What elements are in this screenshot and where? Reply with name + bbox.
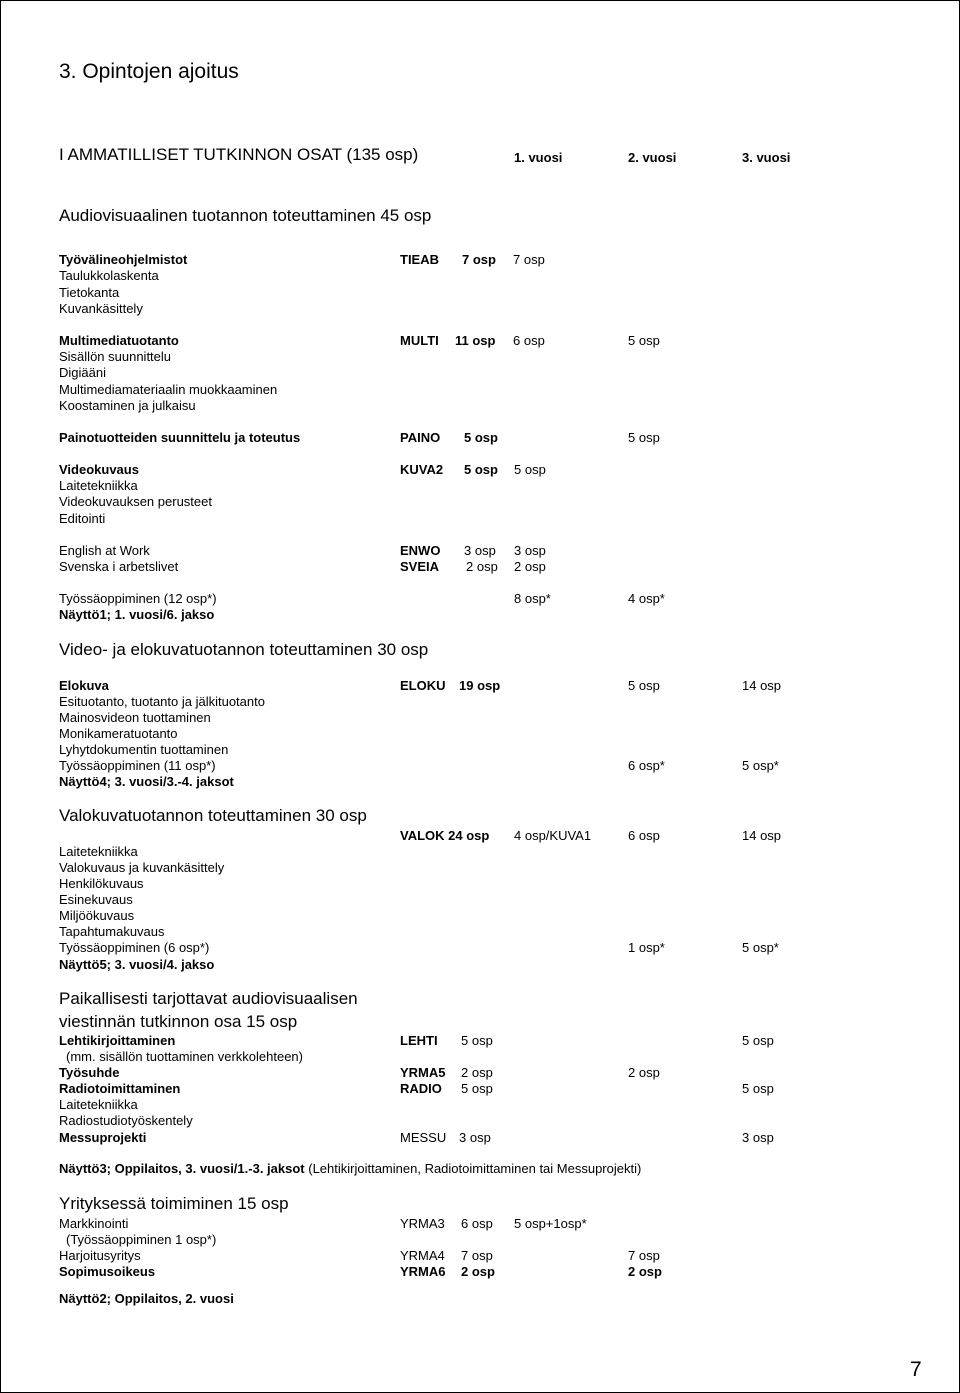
credits-y1: 19 osp bbox=[459, 678, 501, 693]
credits-y1: 3 osp bbox=[459, 1130, 491, 1145]
credits-y2: 6 osp bbox=[513, 333, 545, 348]
demonstration: Näyttö5; 3. vuosi/4. jakso bbox=[59, 957, 215, 972]
credits-y2: 3 osp bbox=[514, 543, 546, 558]
credits-y3: 5 osp bbox=[742, 1081, 774, 1096]
credits-y1: 5 osp bbox=[461, 1033, 493, 1048]
sub-item: Esituotanto, tuotanto ja jälkituotanto bbox=[59, 694, 265, 709]
course-code: RADIO bbox=[400, 1081, 442, 1096]
course-code: MESSU bbox=[400, 1130, 447, 1145]
main-heading: I AMMATILLISET TUTKINNON OSAT (135 osp) bbox=[59, 145, 419, 164]
credits-y3b: 5 osp* bbox=[742, 940, 779, 955]
sub-item: Editointi bbox=[59, 511, 106, 526]
sub-item: Esinekuvaus bbox=[59, 892, 133, 907]
sub-item: Tapahtumakuvaus bbox=[59, 924, 165, 939]
sub-item: Henkilökuvaus bbox=[59, 876, 144, 891]
credits-y2: 8 osp* bbox=[514, 591, 551, 606]
credits-y1: 2 osp bbox=[466, 559, 498, 574]
section4-title-line1: Paikallisesti tarjottavat audiovisuaalisen bbox=[59, 989, 358, 1008]
demonstration: Näyttö2; Oppilaitos, 2. vuosi bbox=[59, 1291, 234, 1306]
sub-item: Lyhytdokumentin tuottaminen bbox=[59, 742, 229, 757]
course-code: YRMA3 bbox=[400, 1216, 445, 1231]
course-name: Painotuotteiden suunnittelu ja toteutus bbox=[59, 430, 301, 445]
credits-y3: 5 osp bbox=[628, 678, 660, 693]
sub-item: Valokuvaus ja kuvankäsittely bbox=[59, 860, 225, 875]
credits-y3: 1 osp* bbox=[628, 940, 665, 955]
course-code: KUVA2 bbox=[400, 462, 444, 477]
course-code: ENWO bbox=[400, 543, 441, 558]
course-code: MULTI bbox=[400, 333, 439, 348]
course-name: Videokuvaus bbox=[59, 462, 139, 477]
course-code: PAINO bbox=[400, 430, 441, 445]
section2-title: Video- ja elokuvatuotannon toteuttaminen 30 osp bbox=[59, 640, 429, 659]
credits-y2: 2 osp bbox=[628, 1065, 660, 1080]
page-title: 3. Opintojen ajoitus bbox=[59, 60, 239, 83]
credits-y3: 5 osp bbox=[628, 333, 660, 348]
credits-y1: 5 osp bbox=[464, 462, 498, 477]
credits-y3b: 5 osp* bbox=[742, 758, 779, 773]
credits-y1: 6 osp bbox=[461, 1216, 493, 1231]
credits-y2: 4 osp/KUVA1 bbox=[514, 828, 592, 843]
course-name: Harjoitusyritys bbox=[59, 1248, 141, 1263]
course-name: Työvälineohjelmistot bbox=[59, 252, 188, 267]
course-name: Svenska i arbetslivet bbox=[59, 559, 179, 574]
course-name: Messuprojekti bbox=[59, 1130, 147, 1145]
credits-y1: 7 osp bbox=[462, 252, 496, 267]
course-name: Multimediatuotanto bbox=[59, 333, 179, 348]
credits-y2: 5 osp+1osp* bbox=[514, 1216, 587, 1231]
credits-y2: 7 osp bbox=[628, 1248, 660, 1263]
sub-item: Radiostudiotyöskentely bbox=[59, 1113, 193, 1128]
credits-y1: 7 osp bbox=[461, 1248, 493, 1263]
demonstration-bold: Näyttö3; Oppilaitos, 3. vuosi/1.-3. jaksot bbox=[59, 1161, 305, 1176]
section3-title: Valokuvatuotannon toteuttaminen 30 osp bbox=[59, 806, 367, 825]
course-code: YRMA6 bbox=[400, 1264, 446, 1279]
sub-item: Laitetekniikka bbox=[59, 1097, 138, 1112]
sub-item: Taulukkolaskenta bbox=[59, 268, 159, 283]
sub-item: Monikameratuotanto bbox=[59, 726, 178, 741]
credits-y1: 3 osp bbox=[464, 543, 496, 558]
credits-y3: 6 osp* bbox=[628, 758, 665, 773]
demonstration: Näyttö1; 1. vuosi/6. jakso bbox=[59, 607, 215, 622]
course-name: Työsuhde bbox=[59, 1065, 120, 1080]
workplace-learning: Työssäoppiminen (12 osp*) bbox=[59, 591, 217, 606]
course-code: ELOKU bbox=[400, 678, 446, 693]
sub-item: Koostaminen ja julkaisu bbox=[59, 398, 196, 413]
sub-item: Laitetekniikka bbox=[59, 844, 138, 859]
workplace-learning: Työssäoppiminen (6 osp*) bbox=[59, 940, 210, 955]
course-code: YRMA4 bbox=[400, 1248, 445, 1263]
sub-item: Sisällön suunnittelu bbox=[59, 349, 172, 364]
credits-y3b: 14 osp bbox=[742, 678, 782, 693]
sub-item: Laitetekniikka bbox=[59, 478, 138, 493]
course-code: VALOK 24 osp bbox=[400, 828, 490, 843]
sub-item: (mm. sisällön tuottaminen verkkolehteen) bbox=[66, 1049, 303, 1064]
credits-y1b: 7 osp bbox=[513, 252, 545, 267]
course-code: TIEAB bbox=[400, 252, 439, 267]
credits-y2: 2 osp bbox=[514, 559, 546, 574]
section5-title: Yrityksessä toimiminen 15 osp bbox=[59, 1194, 289, 1213]
credits-y1: 11 osp bbox=[455, 333, 496, 348]
course-name: Radiotoimittaminen bbox=[59, 1081, 181, 1096]
sub-item: (Työssäoppiminen 1 osp*) bbox=[66, 1232, 217, 1247]
sub-item: Digiääni bbox=[59, 365, 106, 380]
credits-y3b: 14 osp bbox=[742, 828, 782, 843]
course-code: YRMA5 bbox=[400, 1065, 446, 1080]
demonstration bbox=[59, 1161, 641, 1176]
sub-item: Videokuvauksen perusteet bbox=[59, 494, 212, 509]
course-name: Lehtikirjoittaminen bbox=[59, 1033, 176, 1048]
credits-y3: 6 osp bbox=[628, 828, 660, 843]
credits-y2: 2 osp bbox=[628, 1264, 662, 1279]
credits-y1: 2 osp bbox=[461, 1065, 493, 1080]
credits-y3: 3 osp bbox=[742, 1130, 774, 1145]
section4-title-line2: viestinnän tutkinnon osa 15 osp bbox=[59, 1012, 298, 1031]
sub-item: Miljöökuvaus bbox=[59, 908, 135, 923]
credits-y2: 5 osp bbox=[514, 462, 546, 477]
credits-y1: 5 osp bbox=[464, 430, 498, 445]
demonstration: Näyttö4; 3. vuosi/3.-4. jaksot bbox=[59, 774, 234, 789]
credits-y1: 2 osp bbox=[461, 1264, 495, 1279]
credits-y1: 5 osp bbox=[461, 1081, 493, 1096]
sub-item: Kuvankäsittely bbox=[59, 301, 143, 316]
credits-y3: 5 osp bbox=[742, 1033, 774, 1048]
year1-header: 1. vuosi bbox=[514, 150, 563, 165]
sub-item: Mainosvideon tuottaminen bbox=[59, 710, 211, 725]
demonstration-options: (Lehtikirjoittaminen, Radiotoimittaminen tai Messuprojekti) bbox=[304, 1161, 642, 1176]
course-name: Sopimusoikeus bbox=[59, 1264, 156, 1279]
course-code: LEHTI bbox=[400, 1033, 438, 1048]
course-name: English at Work bbox=[59, 543, 150, 558]
year3-header: 3. vuosi bbox=[742, 150, 791, 165]
page-number: 7 bbox=[910, 1358, 922, 1381]
section1-title: Audiovisuaalinen tuotannon toteuttaminen 45 osp bbox=[59, 206, 432, 225]
credits-y3: 4 osp* bbox=[628, 591, 665, 606]
course-name: Elokuva bbox=[59, 678, 109, 693]
course-name: Markkinointi bbox=[59, 1216, 129, 1231]
workplace-learning: Työssäoppiminen (11 osp*) bbox=[59, 758, 216, 773]
year2-header: 2. vuosi bbox=[628, 150, 677, 165]
course-code: SVEIA bbox=[400, 559, 440, 574]
sub-item: Tietokanta bbox=[59, 285, 120, 300]
sub-item: Multimediamateriaalin muokkaaminen bbox=[59, 382, 278, 397]
credits-y3: 5 osp bbox=[628, 430, 660, 445]
